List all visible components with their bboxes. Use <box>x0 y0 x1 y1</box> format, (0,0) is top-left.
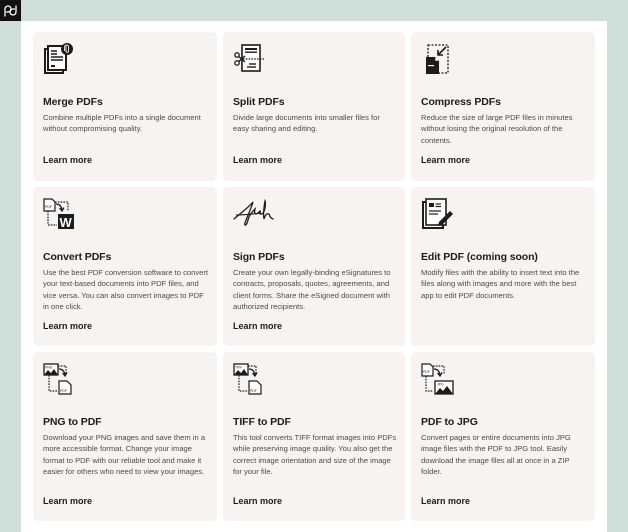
card-title: Compress PDFs <box>421 96 501 108</box>
card-description: Download your PNG images and save them in a more accessible format. Change your image format to PDF with our reliable tool and make it easier for others who need to view your images. <box>43 433 206 477</box>
learn-more-link[interactable]: Learn more <box>233 496 283 506</box>
learn-more-link[interactable]: Learn more <box>43 496 93 506</box>
png-to-pdf-icon <box>43 362 77 396</box>
card-sign-pdfs <box>223 187 405 346</box>
svg-text:PDF: PDF <box>60 389 67 393</box>
card-description: Reduce the size of large PDF files in minutes without losing the original resolution of the contents. <box>421 113 573 145</box>
card-title: PNG to PDF <box>43 416 102 428</box>
svg-text:W: W <box>59 215 72 230</box>
learn-more-link[interactable]: Learn more <box>43 155 93 165</box>
card-title: TIFF to PDF <box>233 416 291 428</box>
svg-text:PDF: PDF <box>45 205 52 209</box>
card-convert-pdfs <box>33 187 217 346</box>
edit-pdf-pen-icon <box>421 197 455 231</box>
svg-text:PDF: PDF <box>250 389 257 393</box>
content-panel <box>21 21 607 532</box>
learn-more-link[interactable]: Learn more <box>421 155 471 165</box>
card-png-to-pdf <box>33 352 217 521</box>
card-description: Divide large documents into smaller files for easy sharing and editing. <box>233 113 380 134</box>
card-title: Edit PDF (coming soon) <box>421 251 538 263</box>
card-title: Merge PDFs <box>43 96 103 108</box>
signature-icon <box>233 197 275 231</box>
convert-pdf-to-word-icon <box>43 197 77 231</box>
svg-text:JPG: JPG <box>437 382 444 387</box>
card-tiff-to-pdf <box>223 352 405 521</box>
compress-pdf-icon <box>421 42 455 76</box>
svg-text:PNG: PNG <box>45 365 53 370</box>
card-edit-pdf <box>411 187 595 346</box>
svg-text:PDF: PDF <box>423 370 430 374</box>
svg-text:TIFF: TIFF <box>235 365 243 370</box>
card-description: Modify files with the ability to insert text into the files along with images and more with the best app to edit PDF documents. <box>421 268 580 300</box>
card-description: Use the best PDF conversion software to convert your text-based documents into PDF files, and vice versa. You can also convert images to PDF in one click. <box>43 268 209 312</box>
card-description: Combine multiple PDFs into a single document without compromising quality. <box>43 113 201 134</box>
learn-more-link[interactable]: Learn more <box>421 496 471 506</box>
split-pdf-scissors-icon <box>233 42 267 76</box>
card-pdf-to-jpg <box>411 352 595 521</box>
learn-more-link[interactable]: Learn more <box>43 321 93 331</box>
card-merge-pdfs <box>33 32 217 181</box>
pdfsimpli-logo[interactable] <box>0 0 21 21</box>
merge-pdf-icon <box>43 42 77 76</box>
card-title: Sign PDFs <box>233 251 285 263</box>
learn-more-link[interactable]: Learn more <box>233 321 283 331</box>
card-split-pdfs <box>223 32 405 181</box>
card-title: Convert PDFs <box>43 251 112 263</box>
logo-mark-icon <box>3 5 18 17</box>
tiff-to-pdf-icon <box>233 362 267 396</box>
card-title: Split PDFs <box>233 96 285 108</box>
learn-more-link[interactable]: Learn more <box>233 155 283 165</box>
features-grid <box>33 32 595 521</box>
card-title: PDF to JPG <box>421 416 478 428</box>
card-compress-pdfs <box>411 32 595 181</box>
card-description: Convert pages or entire documents into JPG image files with the PDF to JPG tool. Easily download the image files all at once in a ZIP folder. <box>421 433 571 477</box>
card-description: Create your own legally-binding eSignatures to contracts, proposals, quotes, agreements, and client forms. Share the eSigned document with authorized recipients. <box>233 268 391 312</box>
pdf-to-jpg-icon <box>421 362 455 396</box>
card-description: This tool converts TIFF format images into PDFs while preserving image quality. You also get the correct image orientation and size of the image for your file. <box>233 433 397 477</box>
